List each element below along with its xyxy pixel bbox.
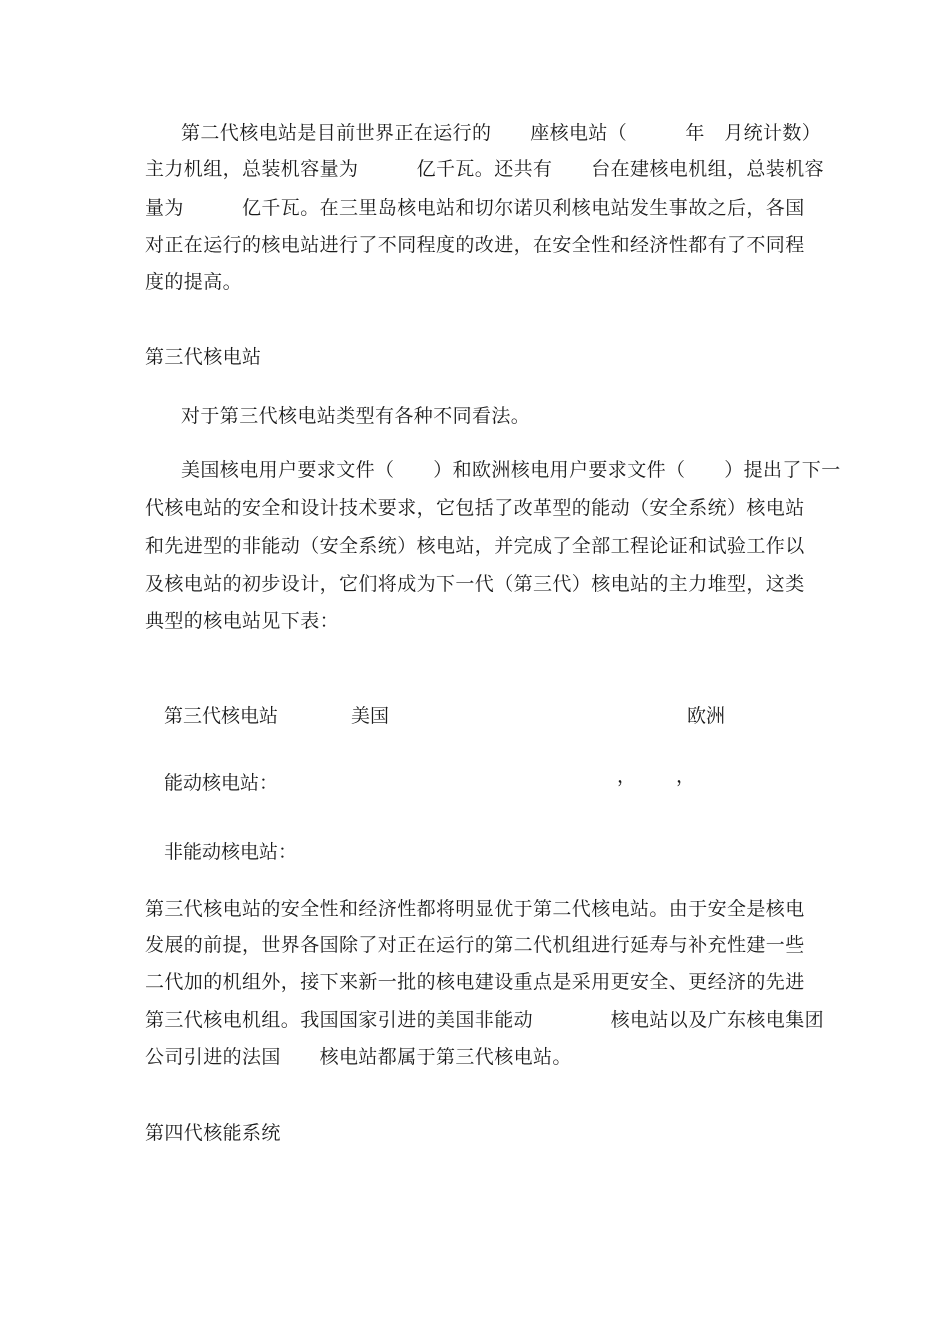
paragraph-3-line-5: 典型的核电站见下表： [145, 610, 340, 632]
table-header-usa: 美国 [351, 705, 390, 727]
table-header-europe: 欧洲 [687, 705, 726, 727]
paragraph-4-line-2: 发展的前提，世界各国除了对正在运行的第二代机组进行延寿与补充性建一些 [145, 934, 805, 956]
paragraph-1-line-4: 对正在运行的核电站进行了不同程度的改进，在安全性和经济性都有了不同程 [145, 234, 805, 256]
paragraph-3-line-3: 和先进型的非能动（安全系统）核电站，并完成了全部工程论证和试验工作以 [145, 535, 805, 557]
paragraph-3-line-4: 及核电站的初步设计，它们将成为下一代（第三代）核电站的主力堆型，这类 [145, 573, 805, 595]
table-row-active-label: 能动核电站： [164, 772, 279, 794]
paragraph-3-line-2: 代核电站的安全和设计技术要求，它包括了改革型的能动（安全系统）核电站 [145, 497, 805, 519]
table-row-active-separator: ， [617, 765, 637, 787]
table-row-active-separator: ， [676, 765, 696, 787]
heading-third-generation: 第三代核电站 [145, 346, 262, 368]
paragraph-4-line-3: 二代加的机组外，接下来新一批的核电建设重点是采用更安全、更经济的先进 [145, 971, 805, 993]
heading-fourth-generation: 第四代核能系统 [145, 1122, 281, 1144]
paragraph-1-line-1: 第二代核电站是目前世界正在运行的 座核电站（ 年 月统计数） [181, 122, 822, 144]
table-header-generation: 第三代核电站 [164, 705, 279, 727]
paragraph-1-line-5: 度的提高。 [145, 271, 243, 293]
paragraph-1-line-3: 量为 亿千瓦。在三里岛核电站和切尔诺贝利核电站发生事故之后，各国 [145, 197, 805, 219]
paragraph-4-line-1: 第三代核电站的安全性和经济性都将明显优于第二代核电站。由于安全是核电 [145, 898, 805, 920]
paragraph-4-line-4: 第三代核电机组。我国国家引进的美国非能动 核电站以及广东核电集团 [145, 1009, 825, 1031]
paragraph-1-line-2: 主力机组，总装机容量为 亿千瓦。还共有 台在建核电机组，总装机容 [145, 158, 825, 180]
paragraph-3-line-1: 美国核电用户要求文件（ ）和欧洲核电用户要求文件（ ）提出了下一 [181, 459, 841, 481]
table-row-passive-label: 非能动核电站： [164, 841, 298, 863]
paragraph-4-line-5: 公司引进的法国 核电站都属于第三代核电站。 [145, 1046, 572, 1068]
paragraph-2: 对于第三代核电站类型有各种不同看法。 [181, 405, 531, 427]
